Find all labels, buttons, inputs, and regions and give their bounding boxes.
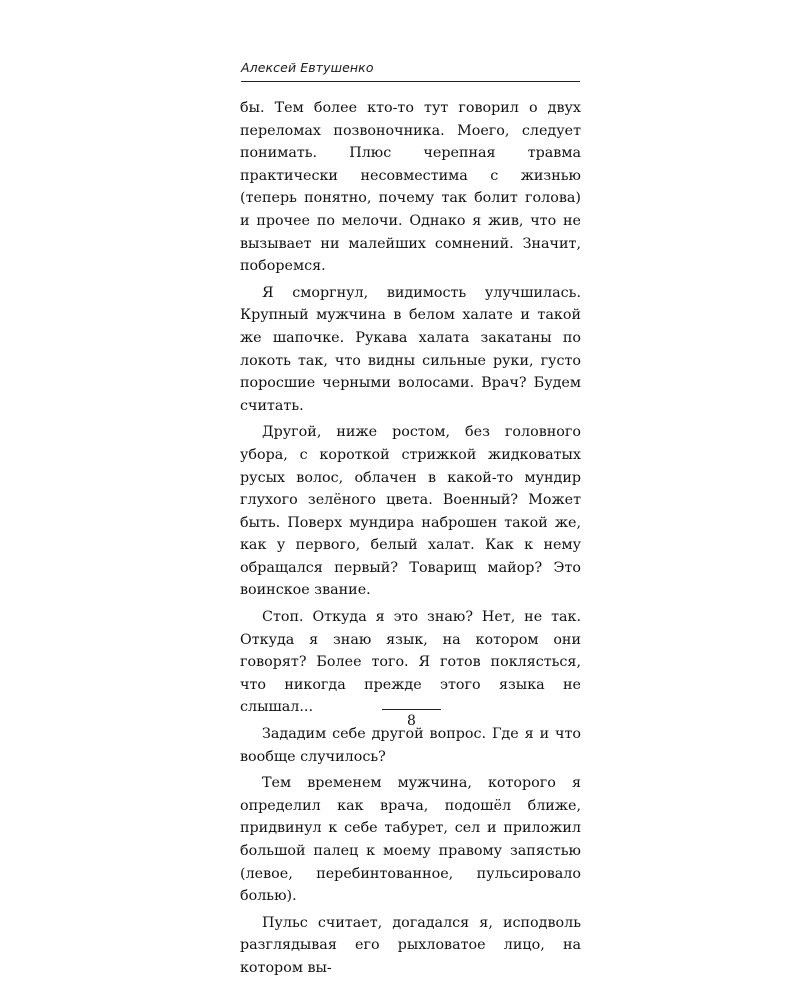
- paragraph-5: Зададим себе другой вопрос. Где я и что вообще случилось?: [240, 726, 581, 765]
- body-text: [240, 97, 581, 984]
- header-rule: [241, 81, 580, 82]
- paragraph-1: бы. Тем более кто-то тут говорил о двух переломах позвоночника. Моего, следует понимать. Плюс черепная травма практически несовместима с жизнью (теперь понятно, почему так болит голова) и прочее по мелочи. Однако я жив, что не вызывает ни малейших сомнений. Значит, поборемся.: [240, 100, 581, 275]
- paragraph-2: Я сморгнул, видимость улучшилась. Крупный мужчина в белом халате и такой же шапочке. Рукава халата закатаны по локоть так, что видны сильные руки, густо поросшие черными волосами. Врач? Будем считать.: [240, 284, 581, 414]
- footer-rule: [382, 709, 441, 710]
- page-number: 8: [407, 713, 416, 729]
- paragraph-3: Другой, ниже ростом, без головного убора, с короткой стрижкой жидковатых русых волос, облачен в какой-то мундир глухого зелёного цвета. Военный? Может быть. Поверх мундира наброшен такой же, как у первого, белый халат. Как к нему обращался первый? Товарищ майор? Это воинское звание.: [240, 424, 581, 599]
- running-head-author: Алексей Евтушенко: [241, 60, 374, 75]
- paragraph-6: Тем временем мужчина, которого я определил как врача, подошёл ближе, придвинул к себе табурет, сел и приложил большой палец к моему правому запястью (левое, перебинтованное, пульсировало болью).: [240, 775, 581, 905]
- paragraph-7: Пульс считает, догадался я, исподволь разглядывая его рыхловатое лицо, на котором вы-: [240, 914, 581, 976]
- paragraph-4: Стоп. Откуда я это знаю? Нет, не так. Откуда я знаю язык, на котором они говорят? Более того. Я готов поклясться, что никогда прежде этого языка не слышал...: [240, 609, 581, 716]
